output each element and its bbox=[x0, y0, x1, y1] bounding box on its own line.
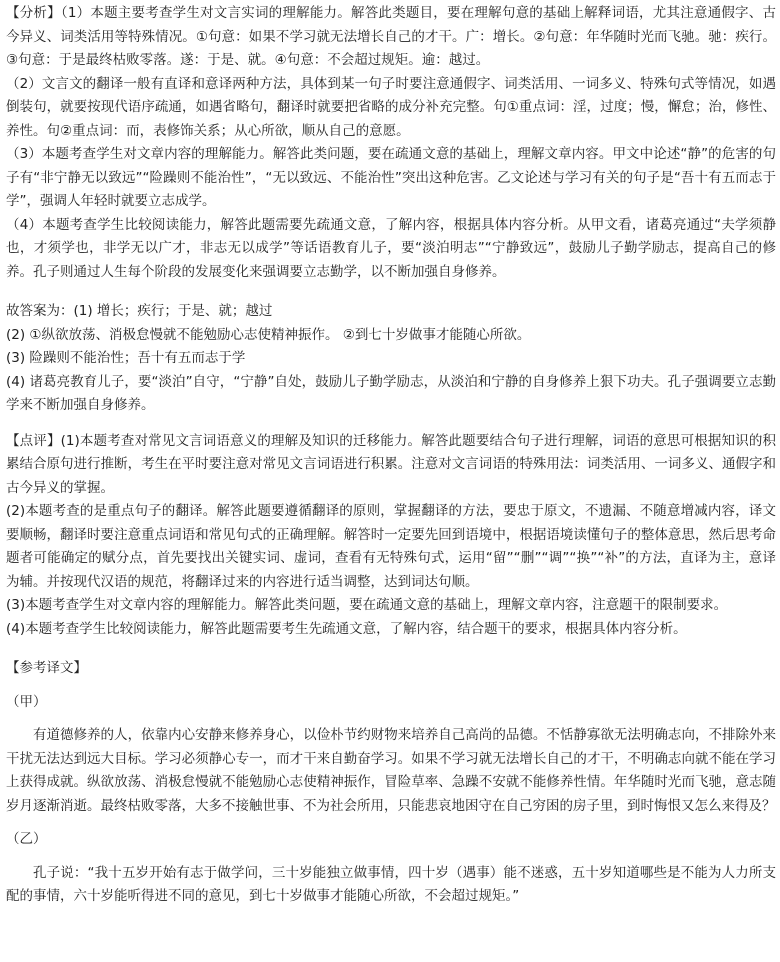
analysis-section bbox=[6, 2, 776, 284]
answer-line-3: (3) 险躁则不能治性；吾十有五而志于学 bbox=[6, 350, 246, 366]
answer-line-1: 故答案为：(1) 增长；疾行；于是、就；越过 bbox=[6, 303, 273, 319]
translation-yi-label: （乙） bbox=[6, 831, 47, 847]
answer-line-4: (4) 诸葛亮教育儿子，要“淡泊”自守，“宁静”自处，鼓励儿子勤学励志，从淡泊和宁静的自身修养上狠下功夫。孔子强调要立志勤学来不断加强自身修养。 bbox=[6, 373, 776, 413]
analysis-paragraph-3: （3）本题考查学生对文章内容的理解能力。解答此类问题，要在疏通文意的基础上，理解文章内容。甲文中论述“静”的危害的句子有“非宁静无以致远”“险躁则不能治性”，“无以致远、不能治性”突出这种危害。乙文论述与学习有关的句子是“吾十有五而志于学”，强调人年轻时就要立志成学。 bbox=[6, 146, 776, 209]
answer-line-2: (2) ①纵欲放荡、消极怠慢就不能勉励心志使精神振作。 ②到七十岁做事才能随心所欲。 bbox=[6, 326, 531, 343]
comment-paragraph-4: (4)本题考查学生比较阅读能力，解答此题需要考生先疏通文意，了解内容，结合题干的要求，根据具体内容分析。 bbox=[6, 620, 687, 637]
translation-jia-text: 有道德修养的人，依靠内心安静来修养身心，以俭朴节约财物来培养自己高尚的品德。不恬静寡欲无法明确志向，不排除外来干扰无法达到远大目标。学习必须静心专一，而才干来自勤奋学习。如果不学习就无法增长自己的才干，不明确志向就不能在学习上获得成就。纵欲放荡、消极怠慢就不能勉励心志使精神振作，冒险草率、急躁不安就不能修养性情。年华随时光而飞驰，意志随岁月逐渐消逝。最终枯败零落，大多不接触世事、不为社会所用，只能悲哀地困守在自己穷困的房子里，到时悔恨又怎么来得及？ bbox=[6, 727, 776, 814]
comment-section bbox=[6, 430, 776, 642]
analysis-paragraph-1: 【分析】（1）本题主要考查学生对文言实词的理解能力。解答此类题目，要在理解句意的基础上解释词语，尤其注意通假字、古今异义、词类活用等特殊情况。①句意：如果不学习就无法增长自己的才干。广：增长。②句意：年华随时光而飞驰。驰：疾行。③句意：于是最终枯败零落。遂：于是、就。④句意：不会超过规矩。逾：越过。 bbox=[6, 5, 776, 68]
analysis-paragraph-4: （4）本题考查学生比较阅读能力，解答此题需要先疏通文意，了解内容，根据具体内容分析。从甲文看，诸葛亮通过“夫学须静也，才须学也，非学无以广才，非志无以成学”等话语教育儿子，要“淡泊明志”“宁静致远”，鼓励儿子勤学励志，提高自己的修养。孔子则通过人生每个阶段的发展变化来强调要立志勤学，以不断加强自身修养。 bbox=[6, 216, 776, 280]
translation-heading: 【参考译文】 bbox=[6, 660, 87, 676]
translation-yi-text: 孔子说：“我十五岁开始有志于做学问，三十岁能独立做事情，四十岁（遇事）能不迷惑，五十岁知道哪些是不能为人力所支配的事情，六十岁能听得进不同的意见，到七十岁做事才能随心所欲，不会超过规矩。” bbox=[6, 864, 776, 904]
answer-section bbox=[6, 300, 776, 418]
comment-paragraph-2: (2)本题考查的是重点句子的翻译。解答此题要遵循翻译的原则，掌握翻译的方法，要忠于原文，不遗漏、不随意增减内容，译文要顺畅，翻译时要注意重点词语和常见句式的正确理解。解答时一定要先回到语境中，根据语境读懂句子的整体意思，然后思考命题者可能确定的赋分点，首先要找出关键实词、虚词，查看有无特殊句式，运用“留”“删”“调”“换”“补”的方法，直译为主，意译为辅。并按现代汉语的规范，将翻译过来的内容进行适当调整，达到词达句顺。 bbox=[6, 503, 776, 590]
comment-paragraph-3: (3)本题考查学生对文章内容的理解能力。解答此类问题，要在疏通文意的基础上，理解文章内容，注意题干的限制要求。 bbox=[6, 597, 728, 613]
analysis-paragraph-2: （2）文言文的翻译一般有直译和意译两种方法，具体到某一句子时要注意通假字、词类活用、一词多义、特殊句式等情况，如遇倒装句，就要按现代语序疏通，如遇省略句，翻译时就要把省略的成分补充完整。句①重点词：淫，过度；慢，懈怠；治，修性、养性。句②重点词：而，表修饰关系；从心所欲，顺从自己的意愿。 bbox=[6, 75, 776, 139]
comment-paragraph-1: 【点评】(1)本题考查对常见文言词语意义的理解及知识的迁移能力。解答此题要结合句子进行理解，词语的意思可根据知识的积累结合原句进行推断，考生在平时要注意对常见文言词语进行积累。注意对文言词语的特殊用法：词类活用、一词多义、通假字和古今异义的掌握。 bbox=[6, 432, 776, 496]
translation-jia-label: （甲） bbox=[6, 693, 47, 710]
translation-section bbox=[6, 657, 776, 909]
